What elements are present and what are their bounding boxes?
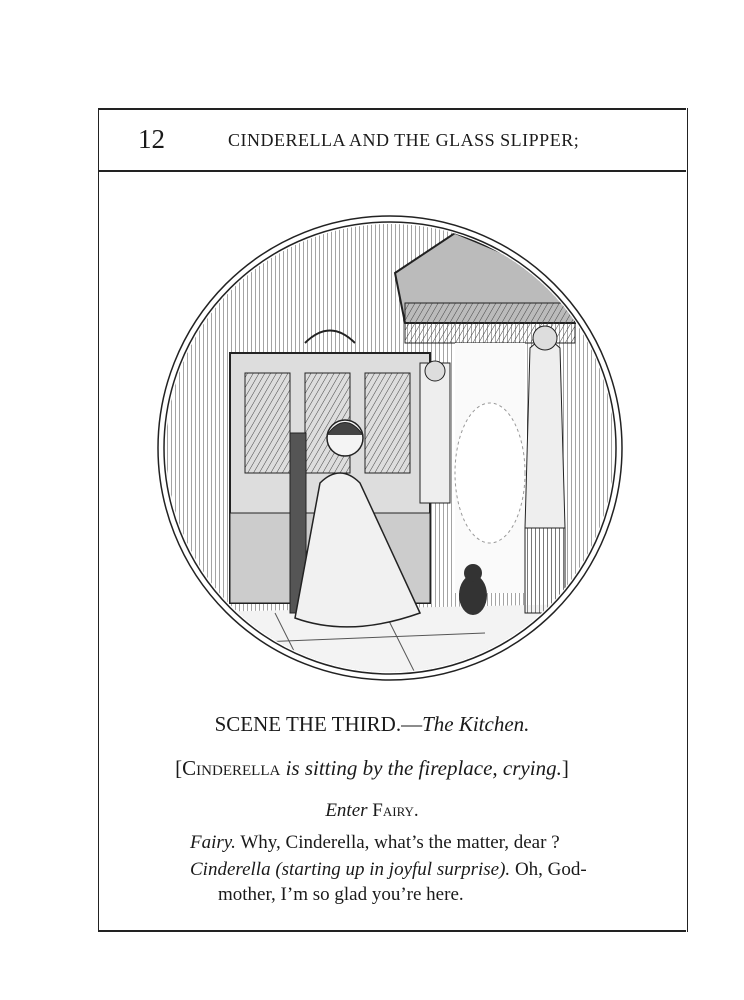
header-rule <box>98 170 686 172</box>
bracket-open: [ <box>175 756 183 780</box>
scene-place: The Kitchen. <box>422 712 530 736</box>
scene-heading-text: SCENE THE THIRD.— <box>214 712 423 736</box>
speaker-name: Fairy. <box>190 832 236 853</box>
dialogue-line <box>190 857 650 907</box>
running-head: CINDERELLA AND THE GLASS SLIPPER; <box>228 130 580 150</box>
speaker-name: Cinderella (starting up in joyful surprise). <box>190 859 511 880</box>
scene-heading <box>0 712 744 737</box>
dialogue-line <box>190 830 650 855</box>
speech-text: Oh, God- <box>510 859 587 880</box>
enter-character: Fairy. <box>372 800 419 821</box>
page-number: 12 <box>138 124 165 154</box>
top-rule <box>98 108 686 110</box>
bracket-close: ] <box>561 756 569 780</box>
speech-continuation: mother, I’m so glad you’re here. <box>218 884 464 905</box>
entrance-line <box>0 800 744 822</box>
stage-direction <box>0 756 744 781</box>
enter-word: Enter <box>325 800 368 821</box>
kitchen-engraving-illustration <box>155 213 625 683</box>
bottom-rule <box>98 930 686 932</box>
direction-text: is sitting by the fireplace, crying. <box>280 756 562 780</box>
direction-character: Cinderella <box>182 756 281 780</box>
speech-text: Why, Cinderella, what’s the matter, dear ? <box>235 832 560 853</box>
